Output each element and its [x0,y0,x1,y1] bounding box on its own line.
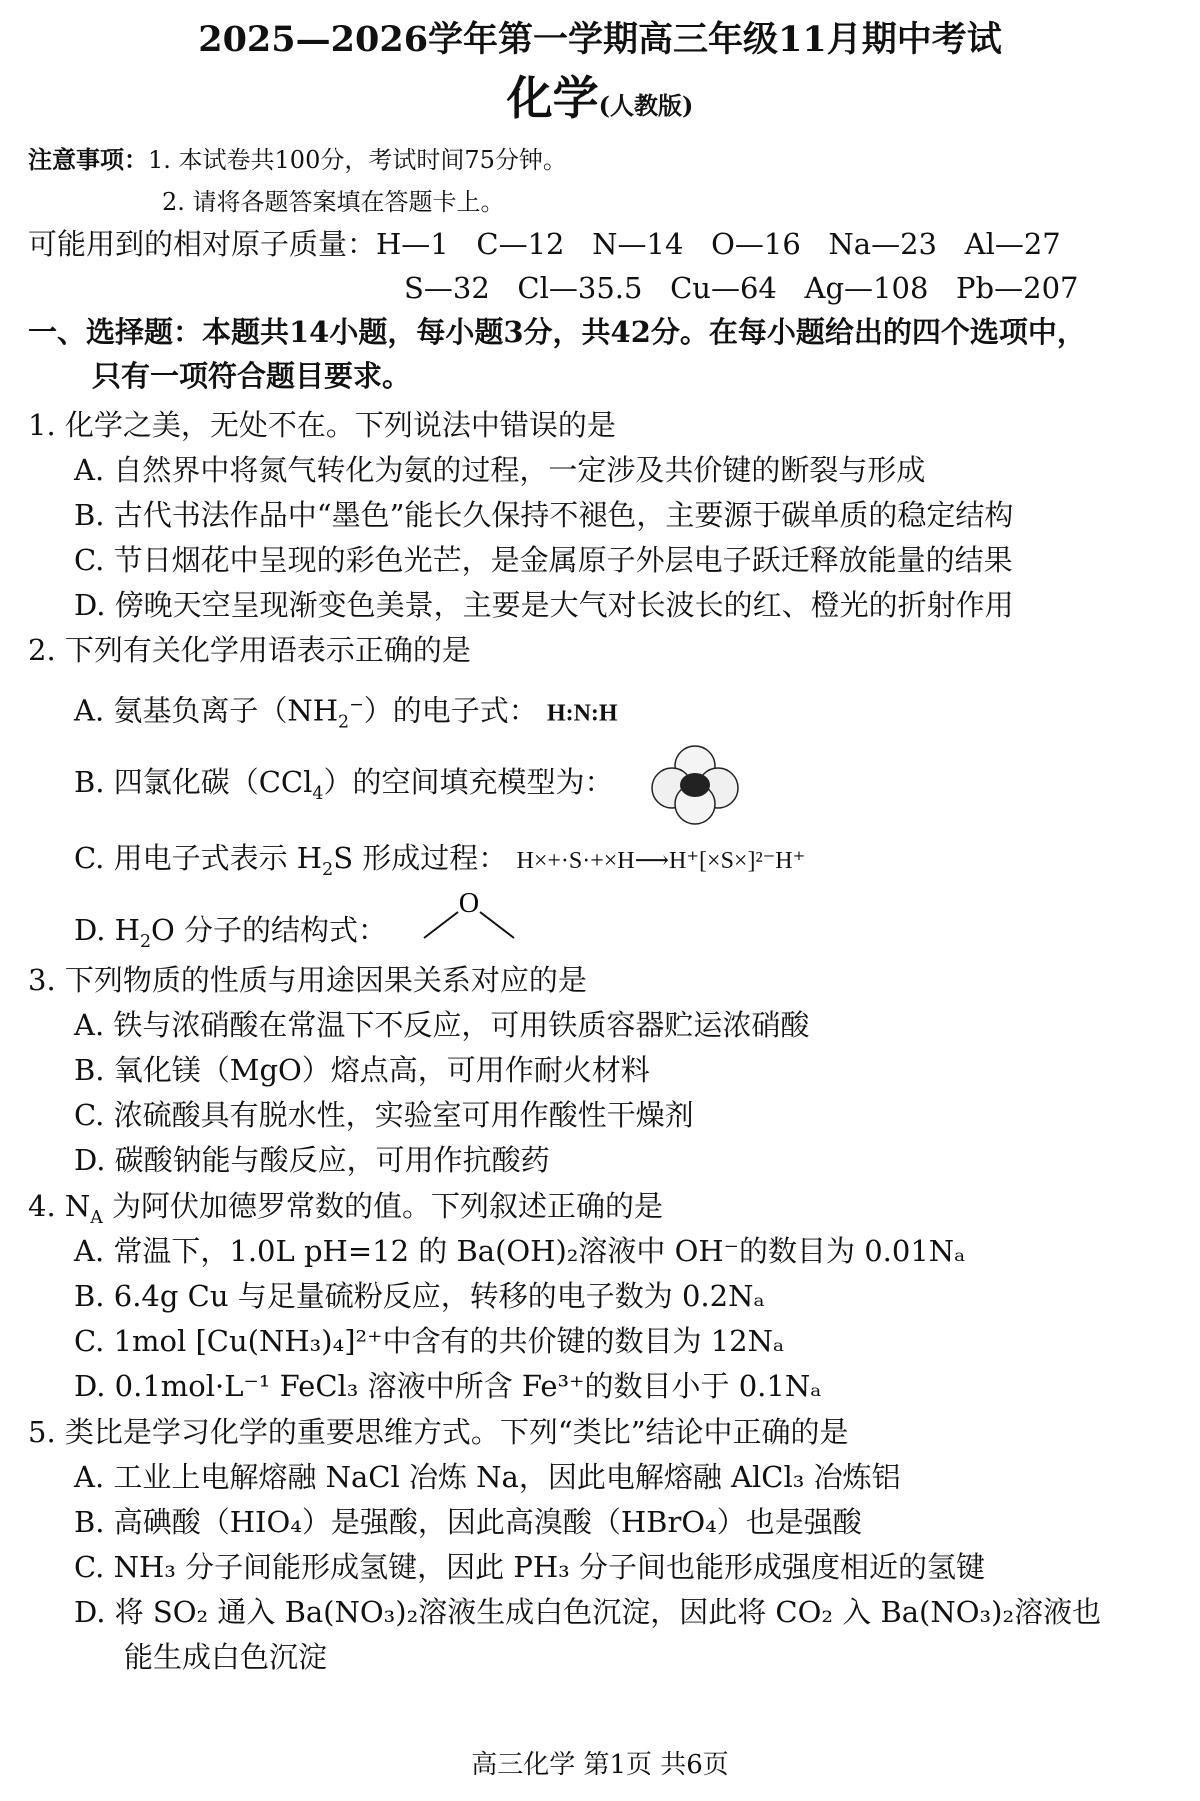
section-heading-line-2: 只有一项符合题目要求。 [92,359,412,393]
q2-a-sup: − [349,695,364,715]
q2-c-text-post: S 形成过程： [333,841,508,875]
q1-option-b: B. 古代书法作品中“墨色”能长久保持不褪色，主要源于碳单质的稳定结构 [74,498,1014,532]
subject-heading [0,71,1200,126]
q1-option-a: A. 自然界中将氮气转化为氨的过程，一定涉及共价键的断裂与形成 [74,453,926,487]
q2-a-sub: 2 [338,712,350,733]
q2-c-electron-formula: H×+·S·+×H⟶H⁺[×S×]²⁻H⁺ [516,848,806,874]
q3-option-c: C. 浓硫酸具有脱水性，实验室可用作酸性干燥剂 [74,1098,694,1132]
q2-b-sub: 4 [312,783,324,804]
q1-stem: 1. 化学之美，无处不在。下列说法中错误的是 [28,408,616,442]
atomic-mass-row-1: H—1 C—12 N—14 O—16 Na—23 Al—27 [376,227,1061,261]
q3-stem: 3. 下列物质的性质与用途因果关系对应的是 [28,963,587,997]
notice-line-1 [28,140,567,180]
q5-option-c: C. NH₃ 分子间能形成氢键，因此 PH₃ 分子间也能形成强度相近的氢键 [74,1550,985,1584]
q4-option-c: C. 1mol [Cu(NH₃)₄]²⁺中含有的共价键的数目为 12Nₐ [74,1324,785,1358]
q5-option-d-line-2: 能生成白色沉淀 [124,1640,328,1674]
q5-option-b: B. 高碘酸（HIO₄）是强酸，因此高溴酸（HBrO₄）也是强酸 [74,1505,862,1539]
q1-option-d: D. 傍晚天空呈现渐变色美景，主要是大气对长波长的红、橙光的折射作用 [74,588,1014,622]
water-structural-formula [420,882,520,944]
q2-b-text-post: ）的空间填充模型为： [323,765,614,799]
q3-option-d: D. 碳酸钠能与酸反应，可用作抗酸药 [74,1143,550,1177]
q2-a-text-post: ）的电子式： [363,693,538,728]
q2-d-text-post: O 分子的结构式： [151,913,388,947]
q2-option-a [74,685,618,742]
q2-stem: 2. 下列有关化学用语表示正确的是 [28,633,471,667]
atomic-mass-row-2: S—32 Cl—35.5 Cu—64 Ag—108 Pb—207 [404,271,1079,305]
exam-title: 2025—2026学年第一学期高三年级11月期中考试 [198,19,1002,60]
notice-item-1: 1. 本试卷共100分，考试时间75分钟。 [148,146,567,174]
q2-a-text-pre: A. 氨基负离子（NH [74,693,339,728]
edition-label: (人教版) [598,91,694,120]
q4-option-a: A. 常温下，1.0L pH=12 的 Ba(OH)₂溶液中 OH⁻的数目为 0.01Nₐ [74,1234,966,1268]
ccl4-space-filling-model [650,740,740,830]
page-footer: 高三化学 第1页 共6页 [471,1750,729,1780]
q1-option-c: C. 节日烟花中呈现的彩色光芒，是金属原子外层电子跃迁释放能量的结果 [74,543,1013,577]
notice-item-2: 2. 请将各题答案填在答题卡上。 [162,188,505,216]
q2-a-electron-formula: H:N:H [546,700,618,727]
q2-option-d [74,910,387,962]
q5-option-d-line-1: D. 将 SO₂ 通入 Ba(NO₃)₂溶液生成白色沉淀，因此将 CO₂ 入 Ba(NO₃)₂溶液也 [74,1595,1102,1629]
notice-label: 注意事项： [28,145,148,174]
water-oxygen-atom: O [458,888,480,919]
q3-option-a: A. 铁与浓硝酸在常温下不反应，可用铁质容器贮运浓硝酸 [74,1008,810,1042]
q4-stem-sub: A [90,1207,103,1228]
q5-option-a: A. 工业上电解熔融 NaCl 冶炼 Na，因此电解熔融 AlCl₃ 冶炼铝 [74,1460,901,1494]
q4-stem-pre: 4. N [28,1189,91,1223]
q4-option-b: B. 6.4g Cu 与足量硫粉反应，转移的电子数为 0.2Nₐ [74,1279,765,1313]
q4-stem-post: 为阿伏加德罗常数的值。下列叙述正确的是 [102,1189,664,1223]
q2-c-text-pre: C. 用电子式表示 H [74,841,323,875]
section-heading-line-1: 一、选择题：本题共14小题，每小题3分，共42分。在每小题给出的四个选项中， [28,315,1086,349]
q2-d-sub: 2 [139,931,152,952]
q2-c-sub: 2 [322,859,334,880]
q5-stem: 5. 类比是学习化学的重要思维方式。下列“类比”结论中正确的是 [28,1415,849,1449]
q2-b-text-pre: B. 四氯化碳（CCl [74,765,313,799]
subject-name: 化学 [506,71,599,125]
atomic-mass-label: 可能用到的相对原子质量： [28,227,377,261]
q3-option-b: B. 氧化镁（MgO）熔点高，可用作耐火材料 [74,1053,650,1087]
q2-d-text-pre: D. H [74,913,140,947]
q2-option-b [74,762,614,814]
q4-option-d: D. 0.1mol·L⁻¹ FeCl₃ 溶液中所含 Fe³⁺的数目小于 0.1Nₐ [74,1369,822,1403]
atomic-mass-line-1 [28,224,1061,264]
